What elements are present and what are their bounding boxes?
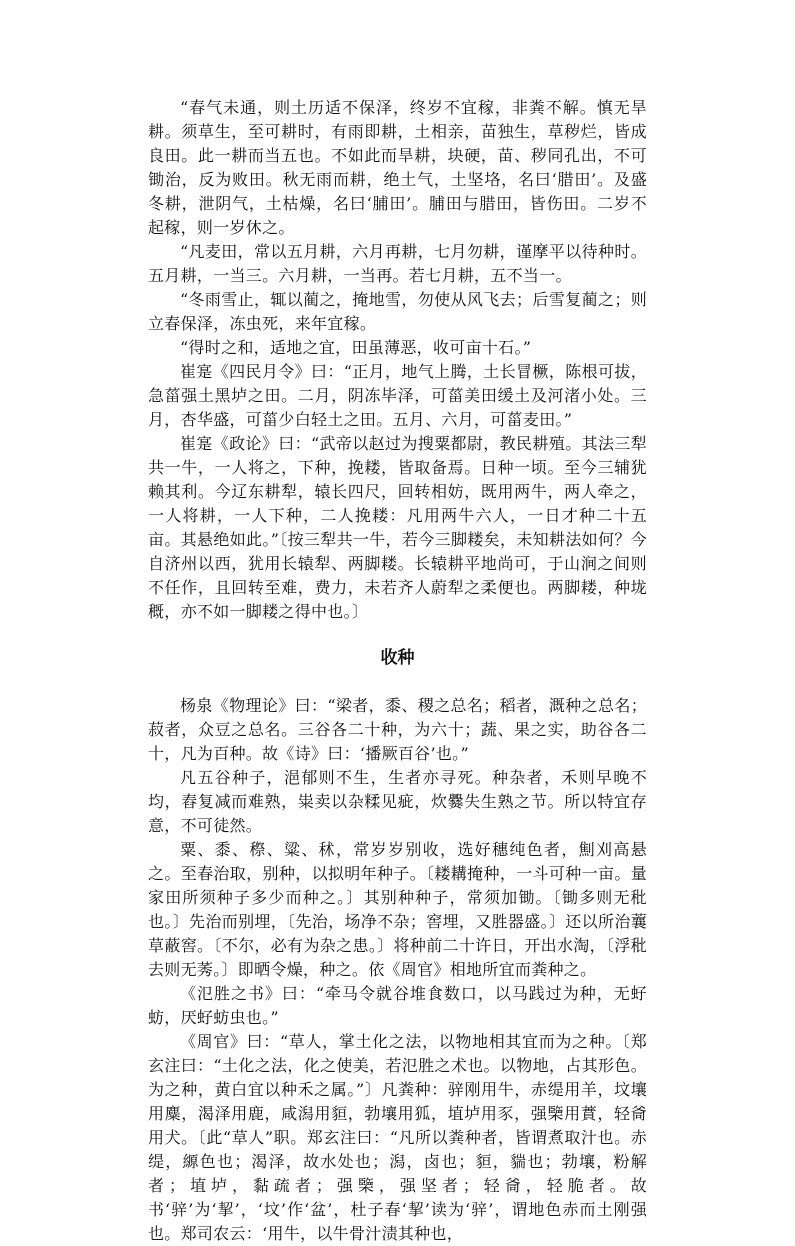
paragraph: 《周官》曰：“草人，掌土化之法，以物地相其宜而为之种。〔郑玄注曰：“土化之法，化之使美，若氾胜之术也。以物地，占其形色。为之种，黄白宜以种禾之属。”〕凡粪种：骍刚用牛，赤缇用羊，坟壤用麋，渴泽用鹿，咸潟用貆，勃壤用狐，埴垆用豕，强㯺用蕡，轻㸗用犬。〔此“草人”职。郑玄注曰：“凡所以粪种者，皆谓煮取汁也。赤缇，縓色也；渴泽，故水处也；潟，卤也；貆，貒也；勃壤，粉解者；埴垆，黏疏者；强㯺，强坚者；轻㸗，轻脆者。故书‘骍’为‘挈’，‘坟’作‘盆’，杜子春‘挈’读为‘骍’，谓地色赤而土刚强也。郑司农云：‘用牛，以牛骨汁渍其种也， — [148, 1032, 647, 1243]
paragraph: 杨泉《物理论》曰：“梁者，黍、稷之总名；稻者，溉种之总名；菽者，众豆之总名。三谷各二十种，为六十；蔬、果之实，助谷各二十，凡为百种。故《诗》曰：‘播厥百谷’也。” — [148, 696, 647, 763]
section-plowing-text — [148, 96, 647, 624]
paragraph: “冬雨雪止，辄以蔺之，掩地雪，勿使从风飞去；后雪复蔺之；则立春保泽，冻虫死，来年宜稼。 — [148, 290, 647, 333]
paragraph: 《氾胜之书》曰：“牵马令就谷堆食数口，以马践过为种，无虸蚄，厌虸蚄虫也。” — [148, 984, 647, 1027]
section-heading: 收种 — [380, 648, 415, 668]
paragraph: “春气未通，则土历适不保泽，终岁不宜稼，非粪不解。慎无旱耕。须草生，至可耕时，有雨即耕，土相亲，苗独生，草秽烂，皆成良田。此一耕而当五也。不如此而旱耕，块硬，苗、秽同孔出，不可锄治，反为败田。秋无雨而耕，绝土气，土坚垎，名曰‘腊田’。及盛冬耕，泄阴气，土枯燥，名曰‘脯田’。脯田与腊田，皆伤田。二岁不起稼，则一岁休之。 — [148, 98, 647, 237]
paragraph: 凡五谷种子，浥郁则不生，生者亦寻死。种杂者，禾则早晚不均，舂复减而难熟，粜卖以杂糅见疵，炊爨失生熟之节。所以特宜存意，不可徒然。 — [148, 768, 647, 835]
section-seed-collection — [148, 694, 647, 1246]
paragraph: 粟、黍、穄、粱、秫，常岁岁别收，选好穗纯色者，劁刈高悬之。至春治取，别种，以拟明年种子。〔耧耩掩种，一斗可种一亩。量家田所须种子多少而种之。〕其别种种子，常须加锄。〔锄多则无秕也。〕先治而别埋，〔先治，场净不杂；窖埋，又胜器盛。〕还以所治蘘草蔽窖。〔不尔，必有为杂之患。〕将种前二十许日，开出水淘，〔浮秕去则无莠。〕即晒令燥，种之。依《周官》相地所宜而粪种之。 — [148, 840, 647, 979]
paragraph: 崔寔《政论》曰：“武帝以赵过为搜粟都尉，教民耕殖。其法三犁共一牛，一人将之，下种，挽耧，皆取备焉。日种一顷。至今三辅犹赖其利。今辽东耕犁，辕长四尺，回转相妨，既用两牛，两人牵之，一人将耕，一人下种，二人挽耧：凡用两牛六人，一日才种二十五亩。其悬绝如此。”〔按三犁共一牛，若今三脚耧矣，未知耕法如何？今自济州以西，犹用长辕犁、两脚耧。长辕耕平地尚可，于山涧之间则不任作，且回转至难，费力，未若齐人蔚犁之柔便也。两脚耧，种垅穊，亦不如一脚耧之得中也。〕 — [148, 434, 647, 621]
paragraph: 崔寔《四民月令》曰：“正月，地气上腾，土长冒橛，陈根可拔，急菑强土黑垆之田。二月，阴冻毕泽，可菑美田缓土及河渚小处。三月，杏华盛，可菑少白轻土之田。五月、六月，可菑麦田。” — [148, 362, 647, 429]
paragraph: “凡麦田，常以五月耕，六月再耕，七月勿耕，谨摩平以待种时。五月耕，一当三。六月耕，一当再。若七月耕，五不当一。 — [148, 242, 647, 285]
paragraph: “得时之和，适地之宜，田虽薄恶，收可亩十石。” — [180, 338, 532, 357]
